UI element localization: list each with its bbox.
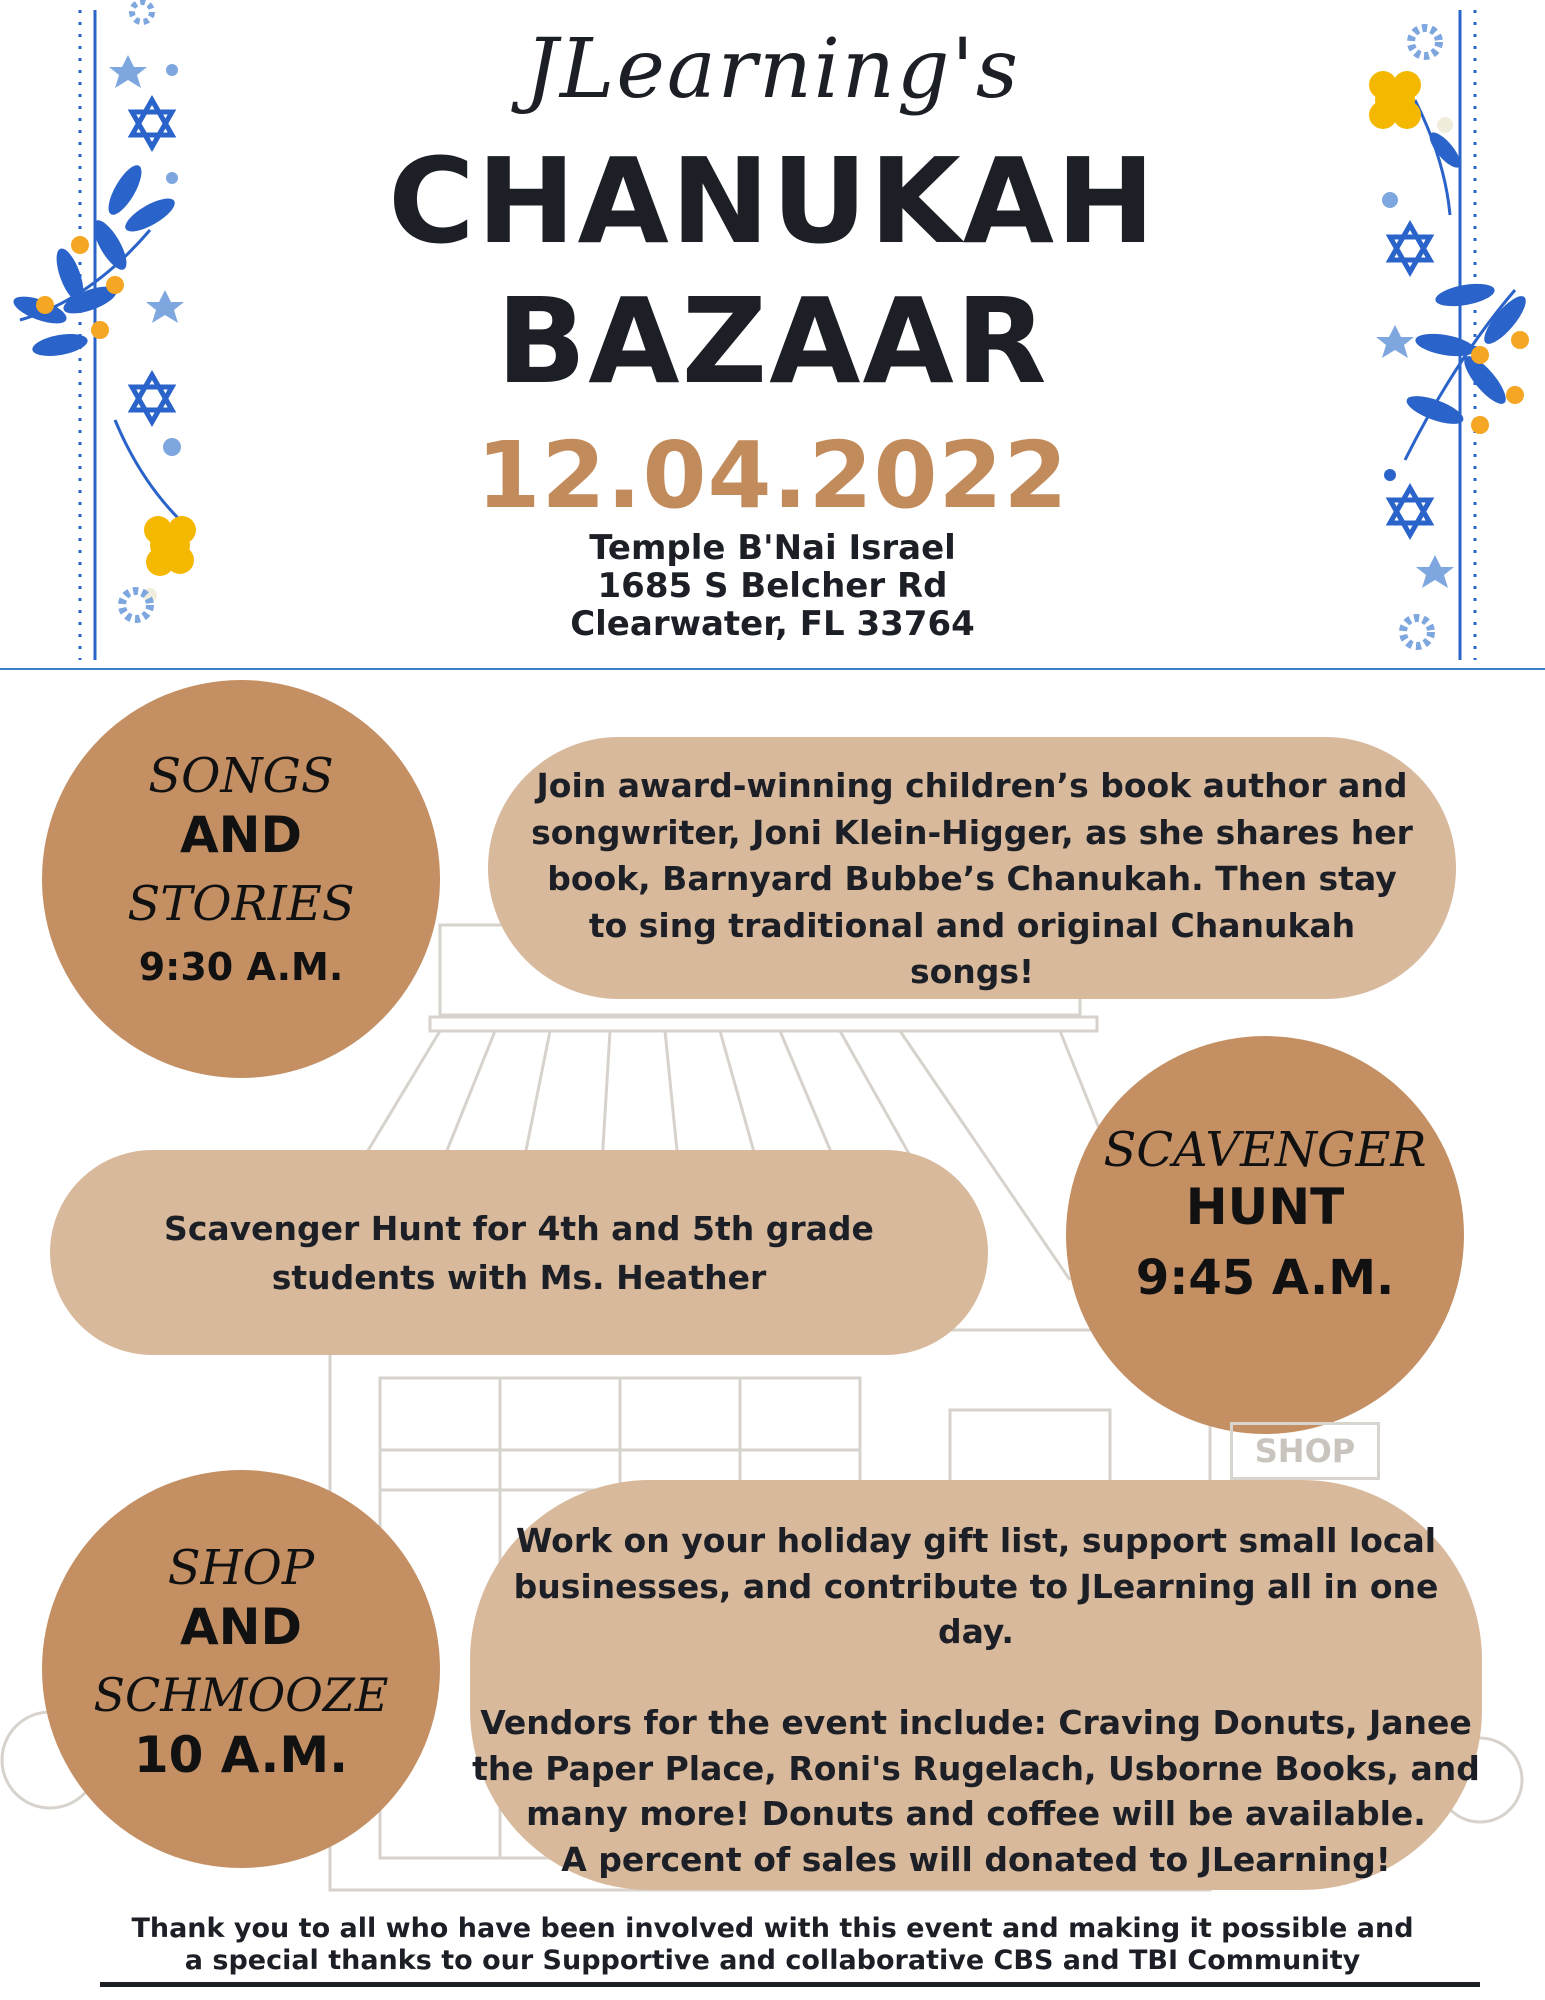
header-divider bbox=[0, 668, 1545, 670]
footer-thanks-line-2: a special thanks to our Supportive and collaborative CBS and TBI Community bbox=[184, 1945, 1361, 1976]
event-3-description-line: many more! Donuts and coffee will be available. bbox=[526, 1794, 1426, 1833]
event-1-description-line: to sing traditional and original Chanukah bbox=[588, 905, 1356, 945]
event-3-circle bbox=[42, 1470, 440, 1868]
event-3-description-pill bbox=[470, 1480, 1482, 1890]
event-3-description-line: businesses, and contribute to JLearning all in one day. bbox=[513, 1566, 1439, 1651]
address-line-venue: Temple B'Nai Israel bbox=[589, 528, 956, 568]
event-2-description-line: Scavenger Hunt for 4th and 5th grade bbox=[164, 1209, 874, 1248]
event-3-description-line: Work on your holiday gift list, support small local bbox=[515, 1521, 1437, 1560]
footer-rule bbox=[100, 1982, 1480, 1987]
title-line-1: CHANUKAH bbox=[388, 132, 1157, 270]
footer-thanks-line-1: Thank you to all who have been involved with this event and making it possible and bbox=[131, 1913, 1414, 1944]
event-1-time: 9:30 A.M. bbox=[138, 945, 344, 989]
event-1-description-line: songwriter, Joni Klein-Higger, as she shares her bbox=[531, 812, 1413, 852]
event-2-time: 9:45 A.M. bbox=[1135, 1250, 1395, 1306]
event-1-description-line: book, Barnyard Bubbe’s Chanukah. Then stay bbox=[547, 859, 1397, 898]
event-1-description-line: Join award-winning children’s book author and bbox=[536, 766, 1408, 805]
event-1-circle bbox=[42, 680, 440, 1078]
event-3-title-line-3: SCHMOOZE bbox=[93, 1668, 389, 1722]
address-line-street: 1685 S Belcher Rd bbox=[597, 566, 948, 606]
title-line-2: BAZAAR bbox=[496, 272, 1049, 410]
event-2-circle bbox=[1066, 1036, 1464, 1434]
event-1-title-line-1: SONGS bbox=[148, 748, 334, 804]
event-3-title-line-2: AND bbox=[179, 1598, 303, 1656]
event-3-title-line-1: SHOP bbox=[167, 1540, 315, 1596]
event-1-description-line: songs! bbox=[909, 952, 1035, 991]
event-2-description-pill bbox=[50, 1150, 988, 1355]
event-date: 12.04.2022 bbox=[476, 422, 1069, 529]
event-3-description-line: the Paper Place, Roni's Rugelach, Usborne Books, and bbox=[472, 1748, 1480, 1788]
event-2-title-line-1: SCAVENGER bbox=[1103, 1122, 1427, 1178]
header-script-title: JLearning's bbox=[525, 22, 1020, 117]
event-3-time: 10 A.M. bbox=[133, 1726, 349, 1784]
event-2-title-line-2: HUNT bbox=[1185, 1178, 1345, 1236]
address-line-city: Clearwater, FL 33764 bbox=[570, 604, 975, 644]
event-3-description-line: Vendors for the event include: Craving Donuts, Janee bbox=[480, 1703, 1472, 1742]
event-2-description-line: students with Ms. Heather bbox=[271, 1258, 767, 1297]
event-3-description-line: A percent of sales will donated to JLearning! bbox=[561, 1839, 1391, 1879]
event-1-description-pill bbox=[488, 737, 1456, 999]
shop-sign: SHOP bbox=[1230, 1422, 1380, 1480]
event-1-title-line-2: AND bbox=[179, 806, 303, 864]
event-1-title-line-3: STORIES bbox=[127, 876, 355, 932]
